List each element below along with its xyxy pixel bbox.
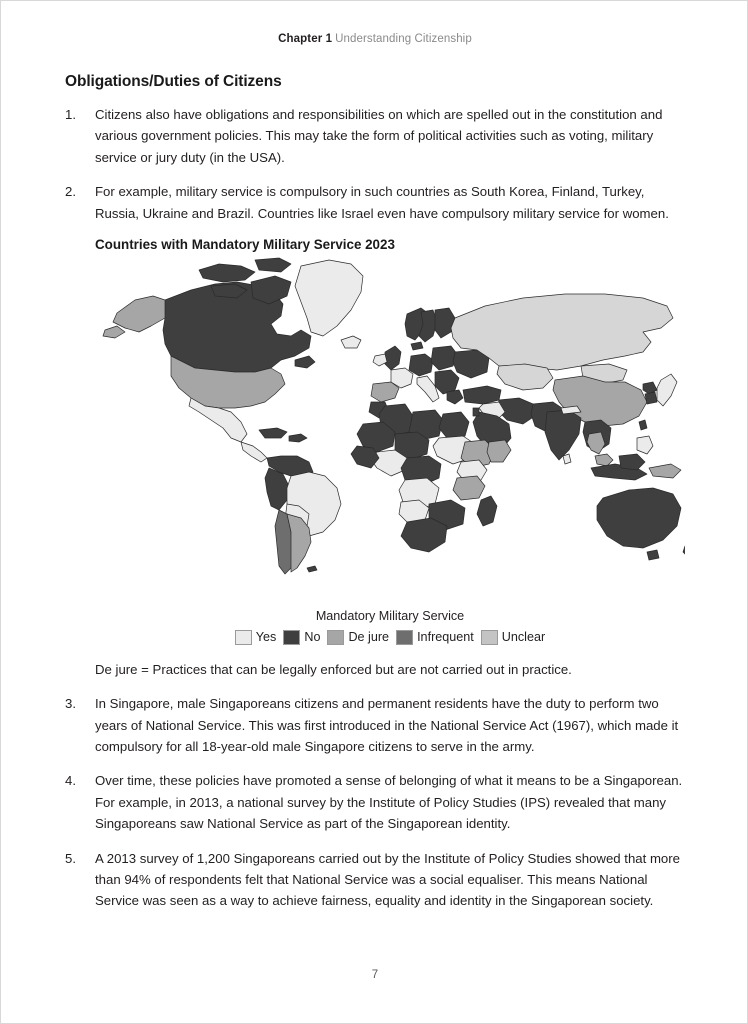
region-madagascar <box>477 496 497 526</box>
world-map-svg <box>95 256 685 611</box>
region-united-kingdom <box>385 346 401 370</box>
list-marker: 3. <box>65 696 76 712</box>
figure-note: De jure = Practices that can be legally enforced but are not carried out in practice. <box>95 661 572 677</box>
region-poland-baltics <box>431 346 457 370</box>
legend-swatch-icon <box>235 630 252 645</box>
region-tasmania <box>647 550 659 560</box>
list-marker: 4. <box>65 773 76 789</box>
region-greece <box>447 390 463 404</box>
list-item-text: Over time, these policies have promoted a sense of belonging of what it means to be a Singaporean. For example, in 2013, a national survey by the Institute of Policy Studies (IPS) revealed that many Singaporeans saw National Service as part of the Singaporean identity. <box>95 773 683 832</box>
list-marker: 2. <box>65 184 76 200</box>
list-item <box>65 104 685 168</box>
legend-item-yes <box>235 630 277 645</box>
region-baffin-island <box>251 276 291 304</box>
region-australia <box>597 488 681 548</box>
legend-swatch-icon <box>327 630 344 645</box>
region-falklands <box>307 566 317 572</box>
running-header <box>1 33 748 45</box>
chapter-title: Understanding Citizenship <box>335 33 472 45</box>
region-newfoundland <box>295 356 315 368</box>
list-item-text: A 2013 survey of 1,200 Singaporeans carried out by the Institute of Policy Studies showed that more than 94% of respondents felt that National Service was a social equaliser. This means National Service was seen as a way to achieve fairness, equality and identity in the Singaporean society. <box>95 850 680 909</box>
region-somalia <box>487 440 511 462</box>
region-japan <box>657 374 677 406</box>
region-cuba <box>259 428 287 438</box>
list-item <box>65 770 685 834</box>
region-israel <box>473 408 479 416</box>
page-number: 7 <box>371 969 379 981</box>
region-greenland <box>295 260 363 336</box>
legend-swatch-icon <box>283 630 300 645</box>
region-ellesmere-island <box>255 258 291 272</box>
legend-label: De jure <box>348 630 390 645</box>
legend-item-no <box>283 630 320 645</box>
list-item-text: Citizens also have obligations and responsibilities on which are spelled out in the constitution and various government policies. This may take the form of political activities such as voting, military service or jury duty (in the USA). <box>95 107 663 165</box>
region-canadian-arctic <box>199 264 255 282</box>
region-turkey <box>463 386 501 404</box>
region-new-zealand <box>683 526 685 558</box>
region-hispaniola <box>289 434 307 442</box>
section-heading: Obligations/Duties of Citizens <box>65 73 282 90</box>
world-map <box>95 256 685 611</box>
legend-item-unclear <box>481 630 545 645</box>
list-item <box>65 848 685 912</box>
region-sri-lanka <box>563 454 571 464</box>
region-south-korea <box>645 392 657 404</box>
legend-item-de-jure <box>327 630 389 645</box>
region-india <box>545 410 581 460</box>
list-item-text: For example, military service is compulsory in such countries as South Korea, Finland, Turkey, Russia, Ukraine and Brazil. Countries like Israel even have compulsory military service for women. <box>95 184 669 221</box>
legend-title: Mandatory Military Service <box>315 608 465 623</box>
list-marker: 5. <box>65 850 76 866</box>
region-borneo <box>619 454 645 470</box>
figure-title: Countries with Mandatory Military Service 2023 <box>95 236 395 252</box>
region-philippines <box>637 436 653 454</box>
region-kazakhstan <box>497 364 553 390</box>
legend-label: Unclear <box>501 630 546 645</box>
numbered-list <box>65 104 685 224</box>
legend-item-infrequent <box>396 630 474 645</box>
region-taiwan <box>639 420 647 430</box>
region-germany <box>409 354 433 376</box>
map-legend <box>95 630 685 645</box>
chapter-number: Chapter 1 <box>278 33 333 45</box>
page-content <box>65 73 685 925</box>
legend-label: Yes <box>255 630 277 645</box>
region-south-africa <box>401 518 447 552</box>
legend-label: No <box>304 630 321 645</box>
legend-swatch-icon <box>396 630 413 645</box>
numbered-list-continued <box>65 693 685 911</box>
region-malaysia <box>595 454 613 466</box>
figure-mandatory-military-service <box>95 237 685 645</box>
region-iceland <box>341 336 361 348</box>
region-denmark <box>411 342 423 350</box>
legend-label: Infrequent <box>417 630 474 645</box>
region-egypt <box>439 412 469 438</box>
legend-swatch-icon <box>481 630 498 645</box>
region-thailand <box>587 432 605 454</box>
list-item-text: In Singapore, male Singaporeans citizens and permanent residents have the duty to perform two years of National Service. This was first introduced in the National Service Act (1967), which made it compulsory for all 18-year-old male Singapore citizens to serve in the army. <box>95 696 679 754</box>
region-spain-portugal <box>371 382 399 402</box>
list-item <box>65 181 685 224</box>
list-marker: 1. <box>65 107 76 122</box>
region-papua-new-guinea <box>649 464 681 478</box>
region-tanzania <box>453 476 485 500</box>
list-item <box>65 693 685 757</box>
region-alaska <box>103 296 171 338</box>
region-central-america <box>241 442 267 462</box>
